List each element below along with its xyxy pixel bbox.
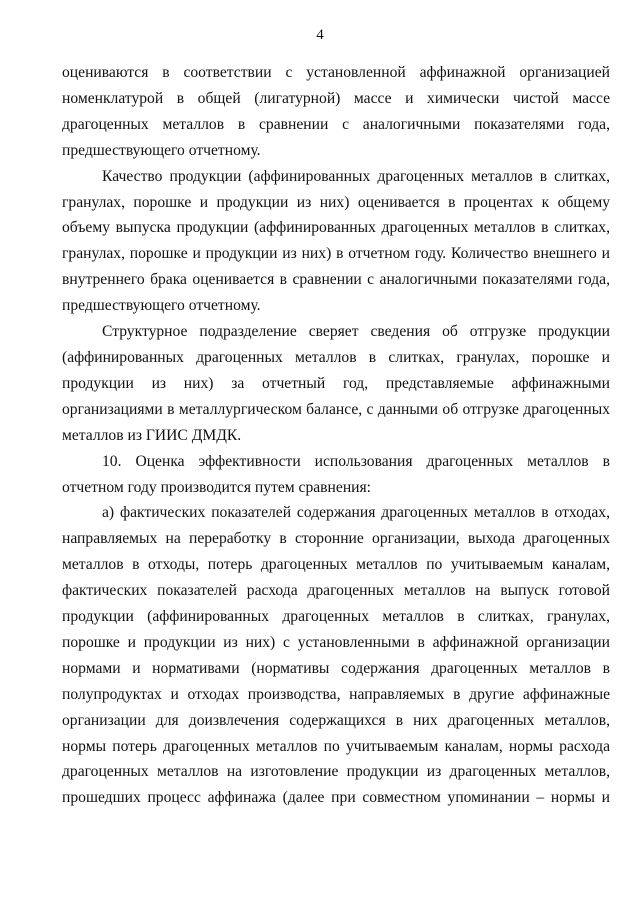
paragraph-item-10: 10. Оценка эффективности использования драгоценных металлов в отчетном году производится путем сравнения: <box>62 452 610 496</box>
paragraph-continuation: оцениваются в соответствии с установленной аффинажной организацией номенклатурой в общей (лигатурной) массе и химически чистой массе драгоценных металлов в сравнении с аналогичными показателями года, предшествующего отчетному. <box>62 64 610 159</box>
paragraph-subitem-a: а) фактических показателей содержания драгоценных металлов в отходах, направляемых на переработку в сторонние организации, выхода драгоценных металлов в отходы, потерь драгоценных металлов по учитываемым каналам, фактических показателей расхода драгоценных металлов на выпуск готовой продукции (аффинированных драгоценных металлов в слитках, гранулах, порошке и продукции из них) с установленными в аффинажной организации нормами и нормативами (нормативы содержания драгоценных металлов в полупродуктах и отходах производства, направляемых в другие аффинажные организации для доизвлечения содержащихся в них драгоценных металлов, нормы потерь драгоценных металлов по учитываемым каналам, нормы расхода драгоценных металлов на изготовление продукции из драгоценных металлов, прошедших процесс аффинажа (далее при совместном упоминании – нормы и <box>62 504 610 807</box>
paragraph-shipment-reconciliation: Структурное подразделение сверяет сведения об отгрузке продукции (аффинированных драгоценных металлов в слитках, гранулах, порошке и продукции из них) за отчетный год, представляемые аффинажными организациями в металлургическом балансе, с данными об отгрузке драгоценных металлов из ГИИС ДМДК. <box>62 323 610 444</box>
page-number: 4 <box>316 27 324 43</box>
paragraph-product-quality: Качество продукции (аффинированных драгоценных металлов в слитках, гранулах, порошке и продукции из них) оценивается в процентах к общему объему выпуска продукции (аффинированных драгоценных металлов в слитках, гранулах, порошке и продукции из них) в отчетном году. Количество внешнего и внутреннего брака оценивается в сравнении с аналогичными показателями года, предшествующего отчетному. <box>62 167 610 315</box>
document-body <box>62 60 610 811</box>
